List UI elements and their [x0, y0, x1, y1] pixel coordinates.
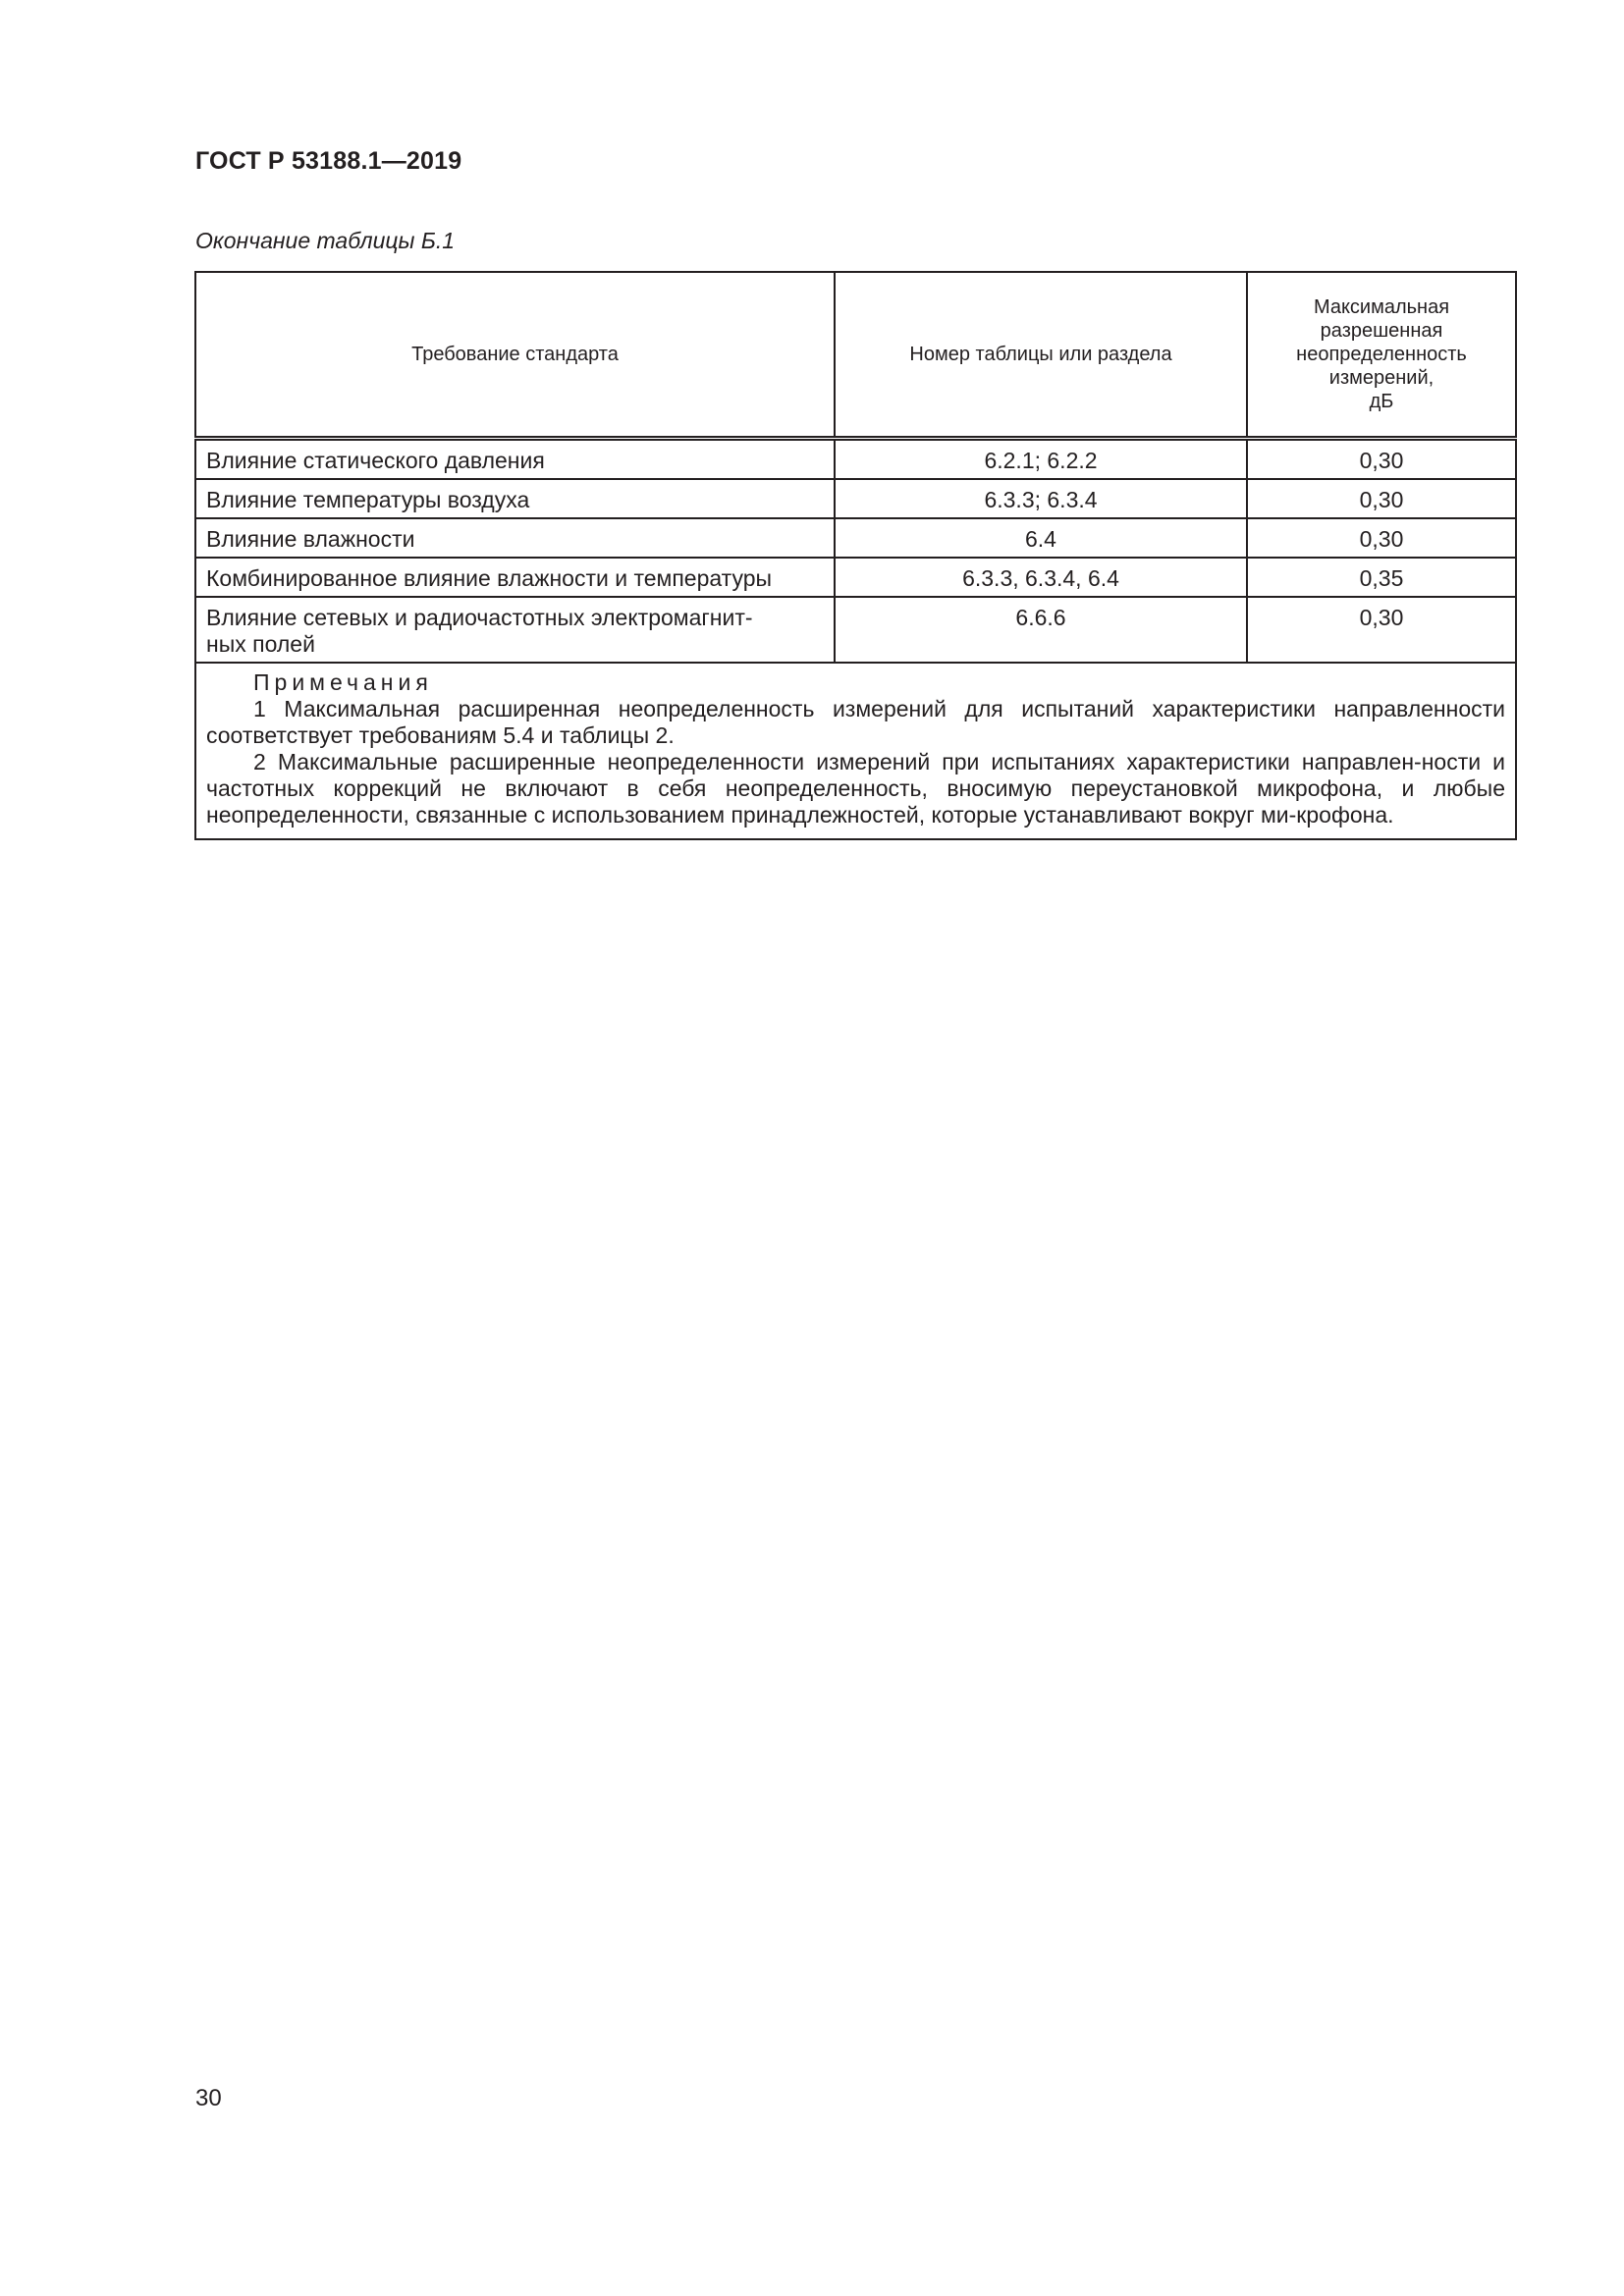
column-header-uncertainty — [1247, 272, 1516, 439]
row-uncertainty: 0,30 — [1247, 479, 1516, 518]
column-header-reference: Номер таблицы или раздела — [835, 272, 1247, 439]
note-item: 2 Максимальные расширенные неопределенности измерений при испытаниях характеристики направлен-ности и частотных коррекций не включают в себя неопределенность, вносимую переустановкой микрофона, и любые неопределенности, связанные с использованием принадлежностей, которые устанавливают вокруг ми-крофона. — [206, 749, 1505, 828]
table-row — [195, 518, 1516, 558]
row-requirement: Влияние статического давления — [195, 439, 835, 480]
row-reference: 6.3.3; 6.3.4 — [835, 479, 1247, 518]
row-uncertainty: 0,30 — [1247, 439, 1516, 480]
table-caption: Окончание таблицы Б.1 — [195, 228, 456, 253]
table-row — [195, 558, 1516, 597]
row-reference: 6.3.3, 6.3.4, 6.4 — [835, 558, 1247, 597]
requirements-table — [194, 271, 1517, 840]
page-number: 30 — [195, 2085, 222, 2111]
row-reference: 6.4 — [835, 518, 1247, 558]
row-requirement: Комбинированное влияние влажности и температуры — [195, 558, 835, 597]
row-uncertainty: 0,30 — [1247, 597, 1516, 663]
column-header-requirement: Требование стандарта — [195, 272, 835, 439]
table-header-row — [195, 272, 1516, 439]
table-row — [195, 597, 1516, 663]
row-requirement: Влияние сетевых и радиочастотных электромагнит- ных полей — [195, 597, 835, 663]
notes-title: Примечания — [253, 669, 433, 695]
row-reference: 6.2.1; 6.2.2 — [835, 439, 1247, 480]
row-uncertainty: 0,30 — [1247, 518, 1516, 558]
note-item: 1 Максимальная расширенная неопределенность измерений для испытаний характеристики направленности соответствует требованиям 5.4 и таблицы 2. — [206, 696, 1505, 748]
row-uncertainty: 0,35 — [1247, 558, 1516, 597]
table-row — [195, 479, 1516, 518]
document-code-header: ГОСТ Р 53188.1—2019 — [195, 147, 462, 175]
table-row — [195, 439, 1516, 480]
row-requirement: Влияние температуры воздуха — [195, 479, 835, 518]
column-header-uncertainty-text: Максимальная разрешенная неопределенность измерений, дБ — [1296, 296, 1467, 412]
row-reference: 6.6.6 — [835, 597, 1247, 663]
table-notes-row — [195, 663, 1516, 839]
row-requirement: Влияние влажности — [195, 518, 835, 558]
table-notes — [195, 663, 1516, 839]
